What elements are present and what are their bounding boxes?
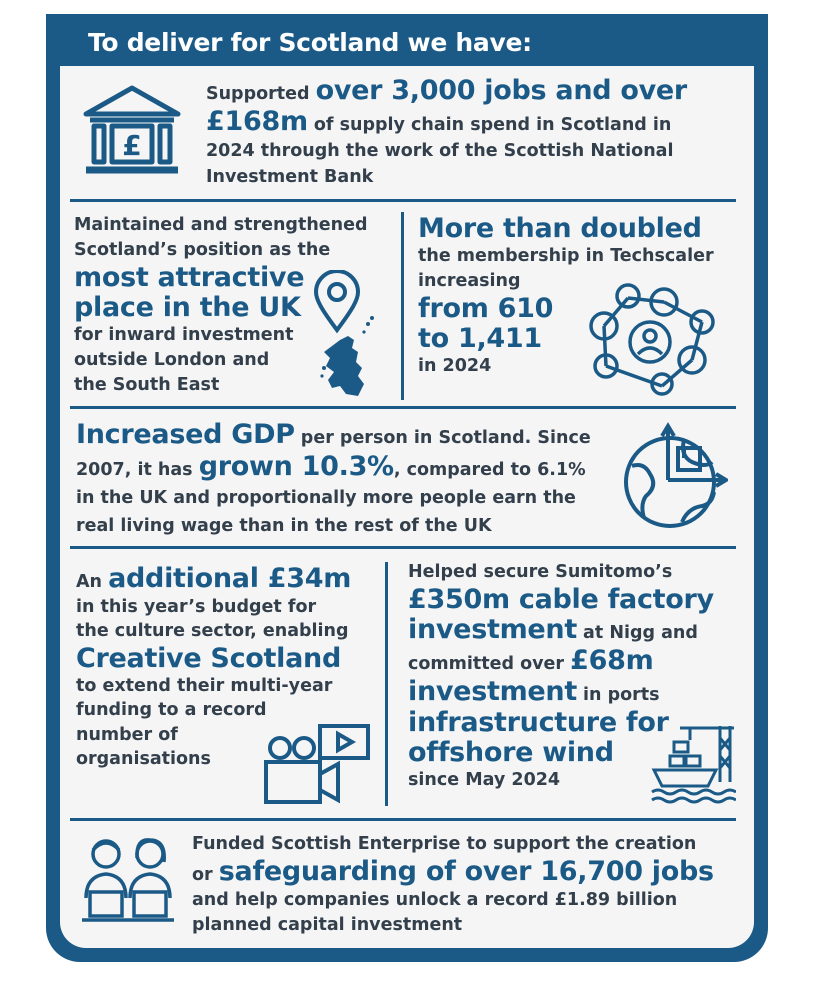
enterprise-highlight: safeguarding of over 16,700 jobs bbox=[218, 856, 714, 887]
jobs-text-end: of supply chain spend in Scotland in 2024 through the work of the Scottish National Investment Bank bbox=[206, 115, 674, 187]
people-network-icon bbox=[582, 280, 718, 396]
divider bbox=[70, 546, 736, 549]
enterprise-text: or bbox=[192, 865, 219, 885]
globe-growth-icon bbox=[622, 422, 728, 532]
investment-highlight: place in the UK bbox=[74, 292, 301, 323]
wind-text: at Nigg and bbox=[576, 623, 698, 643]
svg-text:£: £ bbox=[122, 129, 142, 162]
wind-highlight: investment bbox=[408, 676, 577, 707]
investment-line: Maintained and strengthened bbox=[74, 215, 368, 235]
culture-line: the culture sector, enabling bbox=[76, 621, 349, 641]
gdp-text: per person in Scotland. Since bbox=[294, 428, 591, 448]
jobs-statement bbox=[206, 76, 726, 190]
header-banner bbox=[46, 14, 768, 66]
gdp-text: , compared to 6.1% bbox=[393, 460, 586, 480]
techscaler-highlight: from 610 bbox=[418, 293, 554, 324]
wind-line: since May 2024 bbox=[408, 770, 561, 790]
wind-highlight: investment bbox=[408, 614, 577, 645]
bank-pound-icon bbox=[80, 84, 184, 180]
divider bbox=[70, 199, 736, 202]
techscaler-highlight: More than doubled bbox=[418, 213, 702, 244]
culture-highlight: additional £34m bbox=[108, 563, 352, 594]
culture-line: organisations bbox=[76, 749, 211, 769]
divider bbox=[70, 818, 736, 821]
column-divider bbox=[385, 562, 388, 806]
culture-highlight: Creative Scotland bbox=[76, 642, 341, 674]
divider bbox=[70, 406, 736, 409]
culture-line: funding to a record bbox=[76, 700, 267, 720]
enterprise-statement bbox=[192, 832, 732, 938]
investment-highlight: most attractive bbox=[74, 262, 305, 293]
culture-line: to extend their multi-year bbox=[76, 675, 333, 696]
gdp-statement bbox=[76, 420, 636, 540]
two-workers-icon bbox=[80, 832, 176, 928]
investment-line: the South East bbox=[74, 375, 220, 395]
culture-line: number of bbox=[76, 724, 178, 745]
investment-line: outside London and bbox=[74, 350, 270, 370]
enterprise-line: planned capital investment bbox=[192, 915, 463, 935]
jobs-text: Supported bbox=[206, 84, 316, 104]
techscaler-highlight: to 1,411 bbox=[418, 323, 542, 354]
gdp-text: 2007, it has bbox=[76, 460, 199, 480]
wind-text: committed over bbox=[408, 654, 571, 674]
wind-highlight: £350m cable factory bbox=[408, 584, 714, 615]
culture-line: in this year’s budget for bbox=[76, 596, 317, 617]
techscaler-line: increasing bbox=[418, 271, 521, 291]
gdp-highlight: Increased GDP bbox=[76, 419, 295, 450]
page-title: To deliver for Scotland we have: bbox=[88, 28, 532, 57]
wind-line: Helped secure Sumitomo’s bbox=[408, 562, 673, 582]
enterprise-line: Funded Scottish Enterprise to support the creation bbox=[192, 834, 697, 854]
investment-line: for inward investment bbox=[74, 325, 294, 345]
gdp-growth-highlight: grown 10.3% bbox=[198, 451, 394, 482]
port-crane-ship-icon bbox=[650, 722, 736, 806]
gdp-text: in the UK and proportionally more people earn the bbox=[76, 488, 576, 508]
wind-text: in ports bbox=[576, 685, 660, 705]
gdp-text: real living wage than in the rest of the UK bbox=[76, 516, 492, 536]
wind-highlight: infrastructure for bbox=[408, 707, 669, 738]
enterprise-line: and help companies unlock a record £1.89 billion bbox=[192, 890, 678, 910]
scotland-map-icon bbox=[318, 310, 380, 400]
techscaler-line: in 2024 bbox=[418, 356, 492, 376]
culture-text: An bbox=[76, 572, 109, 592]
wind-highlight: £68m bbox=[570, 645, 654, 676]
jobs-highlight: over 3,000 jobs and over £168m bbox=[206, 75, 687, 137]
techscaler-line: the membership in Techscaler bbox=[418, 246, 714, 266]
investment-line: Scotland’s position as the bbox=[74, 240, 331, 260]
video-camera-icon bbox=[262, 722, 374, 808]
wind-highlight: offshore wind bbox=[408, 737, 614, 768]
